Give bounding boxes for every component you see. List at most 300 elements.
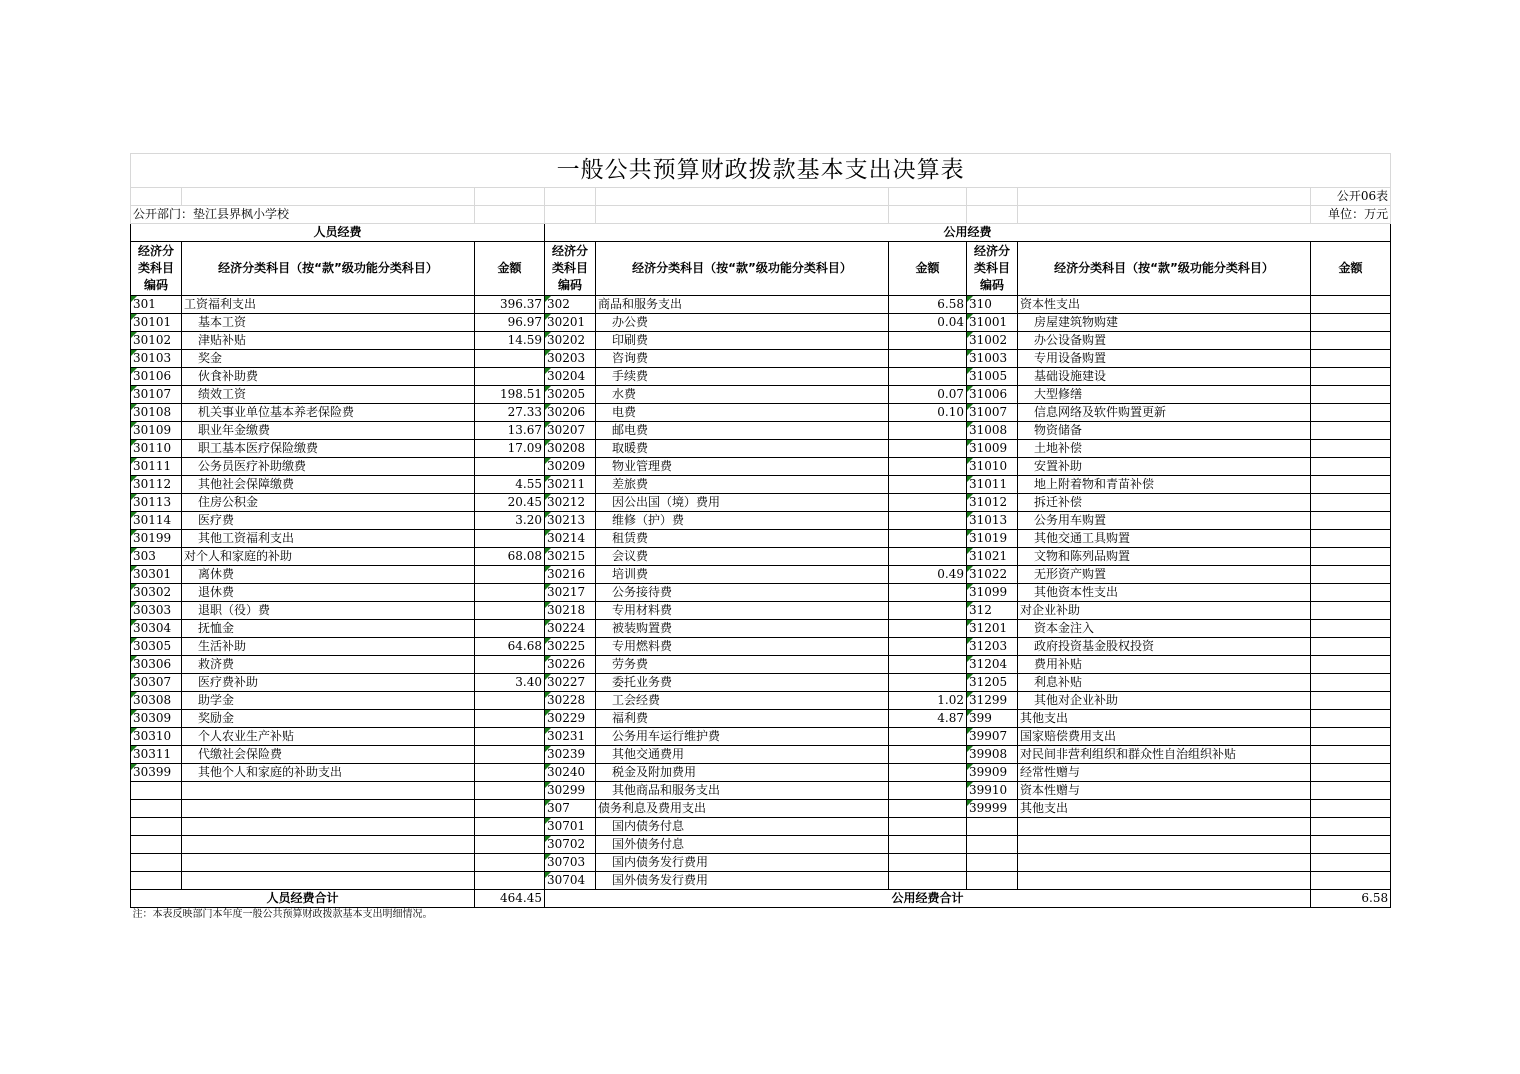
row-amount bbox=[1311, 332, 1391, 350]
row-name: 政府投资基金股权投资 bbox=[1018, 638, 1311, 656]
row-code: 30304 bbox=[131, 620, 182, 638]
row-name: 大型修缮 bbox=[1018, 386, 1311, 404]
row-code: 30303 bbox=[131, 602, 182, 620]
row-code: 30102 bbox=[131, 332, 182, 350]
table-row bbox=[131, 494, 1391, 512]
row-amount: 64.68 bbox=[475, 638, 545, 656]
row-name: 津贴补贴 bbox=[182, 332, 475, 350]
row-amount: 6.58 bbox=[889, 296, 967, 314]
row-code: 30213 bbox=[545, 512, 596, 530]
table-row bbox=[131, 458, 1391, 476]
row-name: 因公出国（境）费用 bbox=[596, 494, 889, 512]
row-name: 其他支出 bbox=[1018, 710, 1311, 728]
row-code: 30106 bbox=[131, 368, 182, 386]
row-name: 咨询费 bbox=[596, 350, 889, 368]
row-code: 30308 bbox=[131, 692, 182, 710]
row-amount bbox=[475, 782, 545, 800]
row-name: 公务接待费 bbox=[596, 584, 889, 602]
row-code: 302 bbox=[545, 296, 596, 314]
row-code: 31010 bbox=[967, 458, 1018, 476]
row-code: 39910 bbox=[967, 782, 1018, 800]
row-code: 30225 bbox=[545, 638, 596, 656]
row-amount bbox=[889, 458, 967, 476]
row-amount bbox=[1311, 494, 1391, 512]
row-name: 物资储备 bbox=[1018, 422, 1311, 440]
row-amount: 4.87 bbox=[889, 710, 967, 728]
unit-label: 单位：万元 bbox=[1311, 206, 1391, 224]
row-name: 资本金注入 bbox=[1018, 620, 1311, 638]
row-name: 税金及附加费用 bbox=[596, 764, 889, 782]
row-code: 30108 bbox=[131, 404, 182, 422]
row-amount: 20.45 bbox=[475, 494, 545, 512]
row-name bbox=[182, 782, 475, 800]
row-amount bbox=[475, 728, 545, 746]
row-code: 31012 bbox=[967, 494, 1018, 512]
row-code: 31019 bbox=[967, 530, 1018, 548]
row-name: 国外债务付息 bbox=[596, 836, 889, 854]
row-name: 培训费 bbox=[596, 566, 889, 584]
row-amount: 396.37 bbox=[475, 296, 545, 314]
row-name: 其他交通费用 bbox=[596, 746, 889, 764]
row-amount bbox=[475, 530, 545, 548]
row-amount: 0.07 bbox=[889, 386, 967, 404]
row-amount: 1.02 bbox=[889, 692, 967, 710]
row-code: 30215 bbox=[545, 548, 596, 566]
row-amount bbox=[889, 548, 967, 566]
row-code: 30701 bbox=[545, 818, 596, 836]
row-amount bbox=[475, 854, 545, 872]
row-name: 其他交通工具购置 bbox=[1018, 530, 1311, 548]
row-name: 其他商品和服务支出 bbox=[596, 782, 889, 800]
row-name: 奖金 bbox=[182, 350, 475, 368]
row-code: 30309 bbox=[131, 710, 182, 728]
row-name: 职工基本医疗保险缴费 bbox=[182, 440, 475, 458]
row-amount bbox=[1311, 602, 1391, 620]
row-name: 经常性赠与 bbox=[1018, 764, 1311, 782]
row-code: 30109 bbox=[131, 422, 182, 440]
row-name: 职业年金缴费 bbox=[182, 422, 475, 440]
row-amount bbox=[475, 764, 545, 782]
table-row bbox=[131, 404, 1391, 422]
table-row bbox=[131, 386, 1391, 404]
row-amount bbox=[1311, 620, 1391, 638]
row-code: 31204 bbox=[967, 656, 1018, 674]
row-code: 39909 bbox=[967, 764, 1018, 782]
row-amount bbox=[1311, 764, 1391, 782]
table-row bbox=[131, 692, 1391, 710]
row-code: 30224 bbox=[545, 620, 596, 638]
column-header-name: 经济分类科目（按“款”级功能分类科目） bbox=[1018, 242, 1311, 296]
row-amount bbox=[889, 530, 967, 548]
row-code bbox=[131, 836, 182, 854]
row-amount bbox=[1311, 782, 1391, 800]
table-row bbox=[131, 782, 1391, 800]
page-title: 一般公共预算财政拨款基本支出决算表 bbox=[131, 154, 1391, 188]
row-name: 土地补偿 bbox=[1018, 440, 1311, 458]
row-name: 生活补助 bbox=[182, 638, 475, 656]
row-amount bbox=[889, 350, 967, 368]
row-name: 利息补贴 bbox=[1018, 674, 1311, 692]
column-header-amount: 金额 bbox=[889, 242, 967, 296]
row-code: 30206 bbox=[545, 404, 596, 422]
row-name: 取暖费 bbox=[596, 440, 889, 458]
row-code bbox=[131, 800, 182, 818]
table-row bbox=[131, 368, 1391, 386]
row-name: 租赁费 bbox=[596, 530, 889, 548]
row-code: 39907 bbox=[967, 728, 1018, 746]
row-name bbox=[1018, 854, 1311, 872]
column-header-code: 经济分类科目编码 bbox=[545, 242, 596, 296]
table-row bbox=[131, 530, 1391, 548]
row-code: 39908 bbox=[967, 746, 1018, 764]
row-amount bbox=[1311, 584, 1391, 602]
row-amount bbox=[1311, 440, 1391, 458]
row-code: 30226 bbox=[545, 656, 596, 674]
row-amount bbox=[1311, 476, 1391, 494]
row-amount bbox=[1311, 368, 1391, 386]
row-amount bbox=[889, 602, 967, 620]
row-name: 专用燃料费 bbox=[596, 638, 889, 656]
row-name: 邮电费 bbox=[596, 422, 889, 440]
row-code: 399 bbox=[967, 710, 1018, 728]
row-amount bbox=[1311, 674, 1391, 692]
expenditure-table bbox=[130, 153, 1391, 922]
row-amount bbox=[889, 674, 967, 692]
row-code: 31022 bbox=[967, 566, 1018, 584]
row-name: 退休费 bbox=[182, 584, 475, 602]
row-amount: 3.20 bbox=[475, 512, 545, 530]
row-code: 30399 bbox=[131, 764, 182, 782]
row-name: 对个人和家庭的补助 bbox=[182, 548, 475, 566]
table-row bbox=[131, 728, 1391, 746]
table-row bbox=[131, 548, 1391, 566]
row-name bbox=[182, 800, 475, 818]
row-amount bbox=[1311, 548, 1391, 566]
column-header-code: 经济分类科目编码 bbox=[131, 242, 182, 296]
table-row bbox=[131, 638, 1391, 656]
column-header-code: 经济分类科目编码 bbox=[967, 242, 1018, 296]
row-code: 30216 bbox=[545, 566, 596, 584]
row-name: 其他资本性支出 bbox=[1018, 584, 1311, 602]
row-amount: 68.08 bbox=[475, 548, 545, 566]
row-name: 资本性支出 bbox=[1018, 296, 1311, 314]
row-name bbox=[1018, 872, 1311, 890]
row-name: 会议费 bbox=[596, 548, 889, 566]
row-name: 公务员医疗补助缴费 bbox=[182, 458, 475, 476]
row-amount: 96.97 bbox=[475, 314, 545, 332]
row-amount bbox=[1311, 710, 1391, 728]
row-amount bbox=[1311, 692, 1391, 710]
row-name: 电费 bbox=[596, 404, 889, 422]
row-amount: 13.67 bbox=[475, 422, 545, 440]
row-amount bbox=[1311, 800, 1391, 818]
row-amount bbox=[475, 692, 545, 710]
row-amount: 0.10 bbox=[889, 404, 967, 422]
row-name: 文物和陈列品购置 bbox=[1018, 548, 1311, 566]
table-row bbox=[131, 332, 1391, 350]
row-code: 30301 bbox=[131, 566, 182, 584]
row-name: 机关事业单位基本养老保险费 bbox=[182, 404, 475, 422]
row-code: 39999 bbox=[967, 800, 1018, 818]
row-code: 303 bbox=[131, 548, 182, 566]
row-name bbox=[182, 872, 475, 890]
row-amount bbox=[1311, 350, 1391, 368]
row-amount bbox=[1311, 512, 1391, 530]
column-header-name: 经济分类科目（按“款”级功能分类科目） bbox=[182, 242, 475, 296]
row-code bbox=[967, 872, 1018, 890]
row-amount: 0.49 bbox=[889, 566, 967, 584]
row-name: 办公设备购置 bbox=[1018, 332, 1311, 350]
table-row bbox=[131, 422, 1391, 440]
row-code: 30703 bbox=[545, 854, 596, 872]
row-amount bbox=[1311, 728, 1391, 746]
row-code: 31002 bbox=[967, 332, 1018, 350]
row-code: 30229 bbox=[545, 710, 596, 728]
public-total-amount: 6.58 bbox=[1311, 890, 1391, 908]
row-amount bbox=[889, 854, 967, 872]
row-code bbox=[967, 818, 1018, 836]
row-code: 31299 bbox=[967, 692, 1018, 710]
row-amount bbox=[889, 512, 967, 530]
row-code: 30205 bbox=[545, 386, 596, 404]
row-name: 维修（护）费 bbox=[596, 512, 889, 530]
row-amount bbox=[1311, 836, 1391, 854]
table-row bbox=[131, 674, 1391, 692]
row-amount bbox=[1311, 314, 1391, 332]
row-name: 被装购置费 bbox=[596, 620, 889, 638]
row-code: 30231 bbox=[545, 728, 596, 746]
row-code bbox=[131, 782, 182, 800]
row-code: 31099 bbox=[967, 584, 1018, 602]
row-amount bbox=[1311, 422, 1391, 440]
row-name: 其他对企业补助 bbox=[1018, 692, 1311, 710]
row-name bbox=[1018, 836, 1311, 854]
row-code: 30227 bbox=[545, 674, 596, 692]
row-code: 30113 bbox=[131, 494, 182, 512]
row-name: 商品和服务支出 bbox=[596, 296, 889, 314]
row-amount bbox=[889, 494, 967, 512]
row-name: 绩效工资 bbox=[182, 386, 475, 404]
row-name: 手续费 bbox=[596, 368, 889, 386]
row-name: 医疗费补助 bbox=[182, 674, 475, 692]
row-code: 30240 bbox=[545, 764, 596, 782]
row-name: 医疗费 bbox=[182, 512, 475, 530]
table-row bbox=[131, 476, 1391, 494]
row-code: 30114 bbox=[131, 512, 182, 530]
row-amount bbox=[889, 476, 967, 494]
row-code: 31011 bbox=[967, 476, 1018, 494]
table-row bbox=[131, 440, 1391, 458]
row-code: 30217 bbox=[545, 584, 596, 602]
row-code: 30218 bbox=[545, 602, 596, 620]
row-amount bbox=[475, 800, 545, 818]
row-name: 印刷费 bbox=[596, 332, 889, 350]
table-row bbox=[131, 584, 1391, 602]
row-code: 30204 bbox=[545, 368, 596, 386]
row-amount bbox=[1311, 872, 1391, 890]
row-name: 代缴社会保险费 bbox=[182, 746, 475, 764]
row-code: 30228 bbox=[545, 692, 596, 710]
table-row bbox=[131, 800, 1391, 818]
row-name: 无形资产购置 bbox=[1018, 566, 1311, 584]
row-name bbox=[1018, 818, 1311, 836]
row-code: 312 bbox=[967, 602, 1018, 620]
row-amount bbox=[1311, 458, 1391, 476]
table-row bbox=[131, 836, 1391, 854]
row-name: 基础设施建设 bbox=[1018, 368, 1311, 386]
row-name: 劳务费 bbox=[596, 656, 889, 674]
row-name: 信息网络及软件购置更新 bbox=[1018, 404, 1311, 422]
row-code: 30202 bbox=[545, 332, 596, 350]
row-amount bbox=[1311, 566, 1391, 584]
row-code: 31005 bbox=[967, 368, 1018, 386]
personnel-total-label: 人员经费合计 bbox=[131, 890, 475, 908]
row-amount bbox=[475, 458, 545, 476]
row-name: 安置补助 bbox=[1018, 458, 1311, 476]
row-amount bbox=[1311, 656, 1391, 674]
row-code: 31008 bbox=[967, 422, 1018, 440]
row-amount bbox=[889, 332, 967, 350]
row-amount bbox=[1311, 296, 1391, 314]
row-code: 30307 bbox=[131, 674, 182, 692]
table-row bbox=[131, 746, 1391, 764]
row-code: 30111 bbox=[131, 458, 182, 476]
row-amount: 0.04 bbox=[889, 314, 967, 332]
row-amount bbox=[475, 566, 545, 584]
column-header-name: 经济分类科目（按“款”级功能分类科目） bbox=[596, 242, 889, 296]
row-amount: 3.40 bbox=[475, 674, 545, 692]
row-name: 地上附着物和青苗补偿 bbox=[1018, 476, 1311, 494]
row-code: 30207 bbox=[545, 422, 596, 440]
row-amount bbox=[475, 602, 545, 620]
row-code: 30110 bbox=[131, 440, 182, 458]
row-amount bbox=[889, 584, 967, 602]
table-row bbox=[131, 314, 1391, 332]
row-name: 住房公积金 bbox=[182, 494, 475, 512]
row-amount bbox=[889, 368, 967, 386]
row-name: 债务利息及费用支出 bbox=[596, 800, 889, 818]
row-code: 30704 bbox=[545, 872, 596, 890]
table-number: 公开06表 bbox=[1311, 188, 1391, 206]
row-code: 30209 bbox=[545, 458, 596, 476]
row-code: 31203 bbox=[967, 638, 1018, 656]
row-name: 房屋建筑物购建 bbox=[1018, 314, 1311, 332]
row-name: 国内债务发行费用 bbox=[596, 854, 889, 872]
department-label: 公开部门：垫江县界枫小学校 bbox=[131, 206, 475, 224]
row-name bbox=[182, 854, 475, 872]
row-name: 公务用车购置 bbox=[1018, 512, 1311, 530]
row-amount bbox=[889, 746, 967, 764]
row-name: 抚恤金 bbox=[182, 620, 475, 638]
row-amount bbox=[889, 872, 967, 890]
table-note: 注：本表反映部门本年度一般公共预算财政拨款基本支出明细情况。 bbox=[132, 909, 433, 920]
row-code bbox=[967, 854, 1018, 872]
table-row bbox=[131, 764, 1391, 782]
table-row bbox=[131, 818, 1391, 836]
column-header-amount: 金额 bbox=[1311, 242, 1391, 296]
row-name: 拆迁补偿 bbox=[1018, 494, 1311, 512]
row-name: 水费 bbox=[596, 386, 889, 404]
row-amount bbox=[889, 728, 967, 746]
row-code: 31003 bbox=[967, 350, 1018, 368]
row-code: 301 bbox=[131, 296, 182, 314]
row-amount bbox=[889, 620, 967, 638]
row-amount bbox=[1311, 746, 1391, 764]
row-name: 办公费 bbox=[596, 314, 889, 332]
row-code: 30302 bbox=[131, 584, 182, 602]
table-row bbox=[131, 710, 1391, 728]
row-name: 物业管理费 bbox=[596, 458, 889, 476]
row-name: 退职（役）费 bbox=[182, 602, 475, 620]
column-header-amount: 金额 bbox=[475, 242, 545, 296]
row-name: 专用设备购置 bbox=[1018, 350, 1311, 368]
row-code bbox=[131, 872, 182, 890]
row-name: 资本性赠与 bbox=[1018, 782, 1311, 800]
row-code: 30702 bbox=[545, 836, 596, 854]
table-row bbox=[131, 350, 1391, 368]
row-code: 31013 bbox=[967, 512, 1018, 530]
row-name: 公务用车运行维护费 bbox=[596, 728, 889, 746]
row-amount bbox=[475, 368, 545, 386]
row-code: 310 bbox=[967, 296, 1018, 314]
row-amount bbox=[889, 440, 967, 458]
row-amount bbox=[475, 872, 545, 890]
row-name: 对企业补助 bbox=[1018, 602, 1311, 620]
row-code: 30211 bbox=[545, 476, 596, 494]
row-name: 离休费 bbox=[182, 566, 475, 584]
row-amount bbox=[475, 836, 545, 854]
row-name: 委托业务费 bbox=[596, 674, 889, 692]
personnel-total-amount: 464.45 bbox=[475, 890, 545, 908]
row-code: 31001 bbox=[967, 314, 1018, 332]
row-name: 伙食补助费 bbox=[182, 368, 475, 386]
row-name: 基本工资 bbox=[182, 314, 475, 332]
row-amount bbox=[889, 800, 967, 818]
row-name: 对民间非营利组织和群众性自治组织补贴 bbox=[1018, 746, 1311, 764]
row-name: 其他支出 bbox=[1018, 800, 1311, 818]
table-row bbox=[131, 620, 1391, 638]
row-code: 31205 bbox=[967, 674, 1018, 692]
row-code: 30203 bbox=[545, 350, 596, 368]
row-amount bbox=[889, 764, 967, 782]
row-name: 其他社会保障缴费 bbox=[182, 476, 475, 494]
public-total-label: 公用经费合计 bbox=[545, 890, 1311, 908]
row-code: 30239 bbox=[545, 746, 596, 764]
row-code: 30107 bbox=[131, 386, 182, 404]
row-code: 30101 bbox=[131, 314, 182, 332]
row-name: 国外债务发行费用 bbox=[596, 872, 889, 890]
row-amount bbox=[475, 746, 545, 764]
row-name bbox=[182, 836, 475, 854]
row-amount bbox=[889, 818, 967, 836]
row-amount: 27.33 bbox=[475, 404, 545, 422]
row-code: 30310 bbox=[131, 728, 182, 746]
row-amount bbox=[475, 584, 545, 602]
row-code: 30112 bbox=[131, 476, 182, 494]
row-name: 福利费 bbox=[596, 710, 889, 728]
row-code: 31006 bbox=[967, 386, 1018, 404]
row-name: 工资福利支出 bbox=[182, 296, 475, 314]
row-code: 30103 bbox=[131, 350, 182, 368]
row-name: 助学金 bbox=[182, 692, 475, 710]
row-code: 30201 bbox=[545, 314, 596, 332]
row-name: 个人农业生产补贴 bbox=[182, 728, 475, 746]
row-name: 救济费 bbox=[182, 656, 475, 674]
row-code: 30311 bbox=[131, 746, 182, 764]
row-amount bbox=[475, 350, 545, 368]
row-code: 30199 bbox=[131, 530, 182, 548]
row-amount bbox=[889, 638, 967, 656]
